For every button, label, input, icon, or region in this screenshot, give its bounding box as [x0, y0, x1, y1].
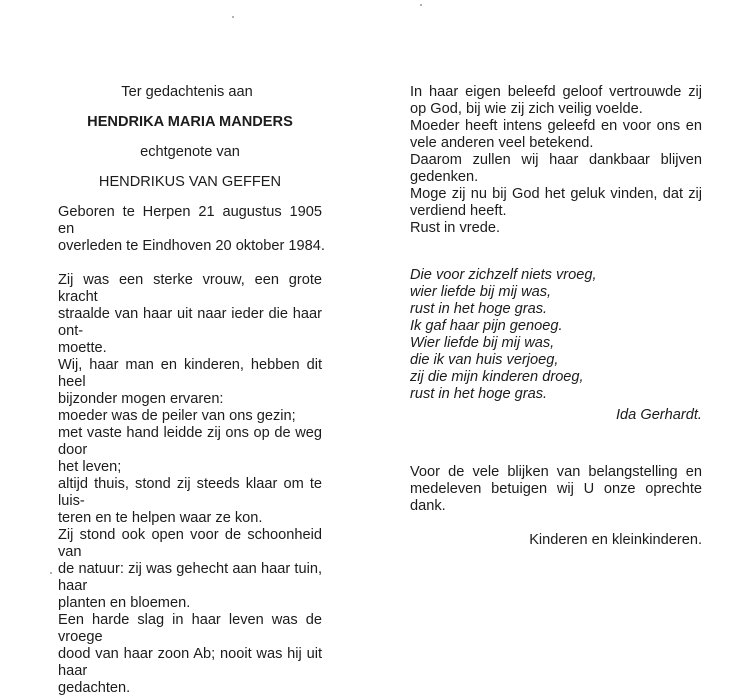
- text-line: planten en bloemen.: [58, 595, 191, 611]
- birth-death-paragraph: [58, 204, 325, 255]
- text-line: straalde van haar uit naar ieder die haar ont-: [58, 306, 322, 339]
- text-line: verdiend heeft.: [410, 203, 507, 219]
- text-line: Wij, haar man en kinderen, hebben dit heel: [58, 357, 322, 390]
- text-line: Een harde slag in haar leven was de vroege: [58, 612, 322, 645]
- poem-line: Die voor zichzelf niets vroeg,: [410, 267, 597, 283]
- print-speck: [420, 4, 422, 6]
- text-line: de natuur: zij was gehecht aan haar tuin, haar: [58, 561, 322, 594]
- text-line: moette.: [58, 340, 107, 356]
- poem-line: zij die mijn kinderen droeg,: [410, 369, 584, 385]
- text-line: Moge zij nu bij God het geluk vinden, dat zij: [410, 186, 702, 202]
- text-line: Zij stond ook open voor de schoonheid van: [58, 527, 322, 560]
- text-line: overleden te Eindhoven 20 oktober 1984.: [58, 238, 325, 254]
- text-line: Rust in vrede.: [410, 220, 501, 236]
- poem-line: wier liefde bij mij was,: [410, 284, 552, 300]
- text-line: In haar eigen beleefd geloof vertrouwde zij: [410, 84, 702, 100]
- left-column: [58, 84, 325, 697]
- print-speck: [50, 572, 52, 574]
- text-line: gedachten.: [58, 680, 131, 696]
- print-speck: [232, 16, 234, 18]
- text-line: bijzonder mogen ervaren:: [58, 391, 224, 407]
- poem-line: rust in het hoge gras.: [410, 386, 548, 402]
- heading-intro: Ter gedachtenis aan: [121, 84, 253, 100]
- text-line: Moeder heeft intens geleefd en voor ons en: [410, 118, 702, 134]
- thanks-paragraph: [410, 464, 702, 515]
- right-column: [410, 84, 702, 549]
- spouse-name: HENDRIKUS VAN GEFFEN: [98, 174, 282, 190]
- text-line: moeder was de peiler van ons gezin;: [58, 408, 296, 424]
- poem-line: Wier liefde bij mij was,: [410, 335, 555, 351]
- signature: Kinderen en kleinkinderen.: [529, 532, 702, 548]
- poem: [410, 267, 702, 424]
- text-line: het leven;: [58, 459, 122, 475]
- relation-text: echtgenote van: [140, 144, 240, 160]
- poem-line: rust in het hoge gras.: [410, 301, 548, 317]
- text-line: gedenken.: [410, 169, 479, 185]
- text-line: teren en te helpen waar ze kon.: [58, 510, 263, 526]
- text-line: op God, bij wie zij zich veilig voelde.: [410, 101, 643, 117]
- faith-paragraph: [410, 84, 702, 237]
- text-line: dood van haar zoon Ab; nooit was hij uit haar: [58, 646, 322, 679]
- text-line: altijd thuis, stond zij steeds klaar om te luis-: [58, 476, 322, 509]
- text-line: Voor de vele blijken van belangstelling en: [410, 464, 702, 480]
- text-line: met vaste hand leidde zij ons op de weg door: [58, 425, 322, 458]
- text-line: medeleven betuigen wij U onze oprechte: [410, 481, 702, 497]
- biography-paragraph: [58, 272, 322, 697]
- poem-line: Ik gaf haar pijn genoeg.: [410, 318, 563, 334]
- text-line: dank.: [410, 498, 446, 514]
- text-line: Zij was een sterke vrouw, een grote kracht: [58, 272, 322, 305]
- text-line: Daarom zullen wij haar dankbaar blijven: [410, 152, 702, 168]
- deceased-name: HENDRIKA MARIA MANDERS: [87, 114, 293, 130]
- text-line: Geboren te Herpen 21 augustus 1905 en: [58, 204, 322, 237]
- poem-author: Ida Gerhardt.: [616, 407, 702, 423]
- poem-line: die ik van huis verjoeg,: [410, 352, 559, 368]
- text-line: vele anderen veel betekend.: [410, 135, 594, 151]
